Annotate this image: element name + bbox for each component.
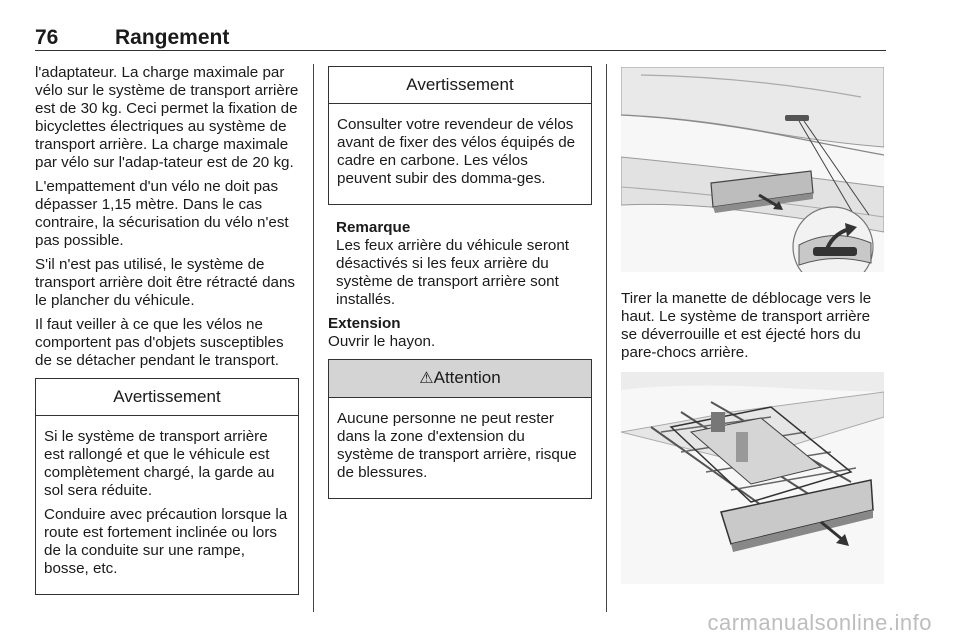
paragraph: l'adaptateur. La charge maximale par vélo sur le système de transport arrière est de 30 kg. Ceci permet la fixation de bicyclettes électriques au système de transport arrière. La charge maximale par vélo sur l'adap-tateur est de 20 kg.	[35, 64, 299, 171]
column-divider	[313, 64, 314, 612]
attention-text: Aucune personne ne peut rester dans la zone d'extension du système de transport arrière, risque de blessures.	[337, 410, 577, 481]
watermark: carmanualsonline.info	[707, 610, 932, 635]
column-middle	[328, 64, 592, 511]
remark-title: Remarque	[336, 219, 411, 236]
paragraph: Ouvrir le hayon.	[328, 333, 436, 350]
warning-box	[35, 378, 299, 595]
page-title: Rangement	[115, 26, 230, 49]
page-number: 76	[35, 26, 59, 49]
paragraph: L'empattement d'un vélo ne doit pas dépasser 1,15 mètre. Dans le cas contraire, la sécurisation du vélo n'est pas possible.	[35, 178, 289, 249]
remark-text: Les feux arrière du véhicule seront désactivés si les feux arrière du système de transport arrière sont installés.	[336, 237, 570, 308]
warning-box	[328, 66, 592, 205]
paragraph: Tirer la manette de déblocage vers le haut. Le système de transport arrière se déverrouille et est éjecté hors du pare-chocs arrière.	[621, 290, 872, 361]
illustration-carrier-extended	[621, 372, 884, 584]
warning-title: Avertissement	[36, 379, 298, 416]
warning-text: Conduire avec précaution lorsque la route est fortement inclinée ou lors de la conduite sur une rampe, bosse, etc.	[44, 506, 288, 577]
illustration-release-handle	[621, 67, 884, 272]
warning-text: Si le système de transport arrière est rallongé et que le véhicule est complètement chargé, la garde au sol sera réduite.	[44, 428, 275, 499]
column-divider	[606, 64, 607, 612]
remark-block	[328, 219, 592, 309]
column-left	[35, 64, 299, 607]
column-right	[621, 290, 887, 368]
warning-text: Consulter votre revendeur de vélos avant de fixer des vélos équipés de cadre en carbone. Les vélos peuvent subir des domma-ges.	[337, 116, 576, 187]
warning-triangle-icon: ⚠	[419, 370, 434, 387]
warning-title: Avertissement	[329, 67, 591, 104]
attention-box	[328, 359, 592, 499]
paragraph: Il faut veiller à ce que les vélos ne comportent pas d'objets susceptibles de se détacher pendant le transport.	[35, 316, 284, 369]
paragraph: S'il n'est pas utilisé, le système de transport arrière doit être rétracté dans le plancher du véhicule.	[35, 256, 295, 309]
attention-title: Attention	[433, 368, 501, 387]
attention-header	[329, 360, 591, 398]
page-header	[35, 26, 886, 51]
section-heading: Extension	[328, 315, 401, 332]
